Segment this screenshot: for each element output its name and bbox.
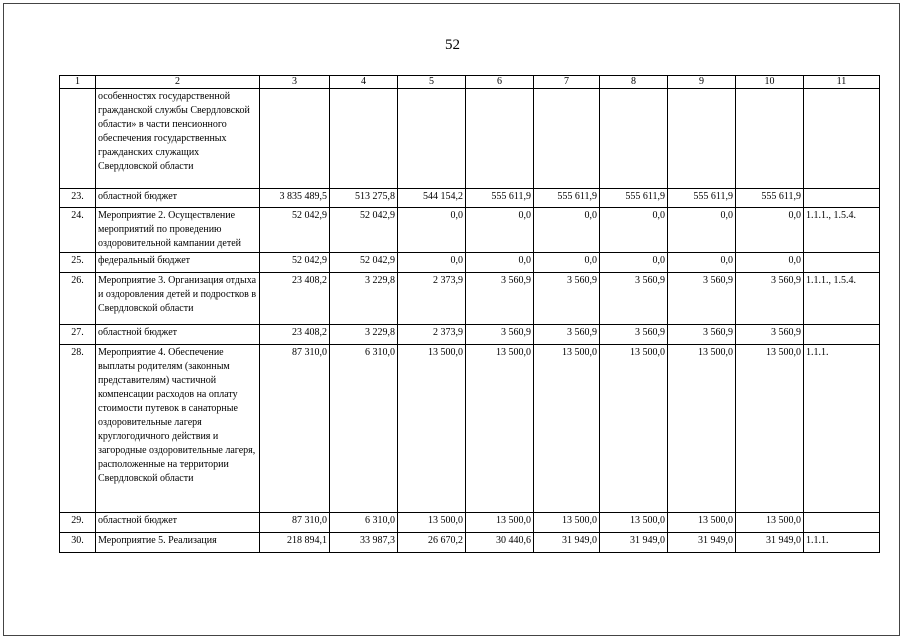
value-cell [330,89,398,189]
target-ref-cell [804,325,880,345]
value-cell: 0,0 [736,253,804,273]
row-number-cell: 29. [60,513,96,533]
value-cell: 3 560,9 [600,325,668,345]
value-cell: 13 500,0 [466,345,534,513]
value-cell: 0,0 [668,253,736,273]
page-number: 52 [445,37,460,53]
row-name-cell: Мероприятие 2. Осуществление мероприятий по проведению оздоровительной кампании детей [96,208,260,253]
value-cell: 0,0 [736,208,804,253]
value-cell: 87 310,0 [260,345,330,513]
target-ref-cell: 1.1.1., 1.5.4. [804,273,880,325]
row-number-cell: 24. [60,208,96,253]
row-number-cell [60,89,96,189]
column-header: 4 [330,76,398,89]
value-cell: 3 560,9 [466,325,534,345]
value-cell: 13 500,0 [600,513,668,533]
row-name-cell: областной бюджет [96,513,260,533]
column-header: 11 [804,76,880,89]
value-cell: 52 042,9 [330,208,398,253]
column-header: 8 [600,76,668,89]
value-cell [398,89,466,189]
value-cell: 31 949,0 [600,533,668,553]
value-cell: 31 949,0 [534,533,600,553]
value-cell: 13 500,0 [600,345,668,513]
value-cell: 13 500,0 [736,513,804,533]
row-name-cell: Мероприятие 3. Организация отдыха и оздоровления детей и подростков в Свердловской области [96,273,260,325]
table-row [60,513,880,533]
value-cell: 555 611,9 [600,189,668,208]
target-ref-cell [804,513,880,533]
value-cell: 544 154,2 [398,189,466,208]
value-cell: 0,0 [534,208,600,253]
column-header: 1 [60,76,96,89]
row-number-cell: 27. [60,325,96,345]
row-number-cell: 30. [60,533,96,553]
value-cell: 0,0 [668,208,736,253]
value-cell [534,89,600,189]
value-cell: 3 835 489,5 [260,189,330,208]
target-ref-cell [804,189,880,208]
value-cell: 0,0 [600,253,668,273]
value-cell: 3 560,9 [534,273,600,325]
column-header: 10 [736,76,804,89]
value-cell: 555 611,9 [466,189,534,208]
value-cell: 33 987,3 [330,533,398,553]
value-cell: 3 560,9 [600,273,668,325]
header-row [60,76,880,89]
table-row [60,533,880,553]
value-cell: 3 560,9 [668,273,736,325]
value-cell [668,89,736,189]
value-cell: 87 310,0 [260,513,330,533]
value-cell: 6 310,0 [330,513,398,533]
value-cell: 13 500,0 [398,345,466,513]
value-cell [600,89,668,189]
value-cell: 0,0 [398,208,466,253]
column-header: 7 [534,76,600,89]
value-cell: 0,0 [534,253,600,273]
column-header: 6 [466,76,534,89]
row-number-cell: 23. [60,189,96,208]
value-cell: 0,0 [398,253,466,273]
table-row [60,89,880,189]
value-cell: 52 042,9 [260,208,330,253]
row-name-cell: федеральный бюджет [96,253,260,273]
value-cell: 13 500,0 [668,345,736,513]
value-cell: 3 560,9 [736,273,804,325]
value-cell: 13 500,0 [398,513,466,533]
row-name-cell: областной бюджет [96,189,260,208]
table-row [60,345,880,513]
value-cell [260,89,330,189]
table-row [60,189,880,208]
value-cell [466,89,534,189]
value-cell: 26 670,2 [398,533,466,553]
value-cell: 13 500,0 [466,513,534,533]
value-cell: 555 611,9 [736,189,804,208]
value-cell: 3 229,8 [330,273,398,325]
row-name-cell: областной бюджет [96,325,260,345]
value-cell: 52 042,9 [330,253,398,273]
value-cell: 23 408,2 [260,273,330,325]
row-number-cell: 28. [60,345,96,513]
row-name-cell: Мероприятие 5. Реализация [96,533,260,553]
value-cell [736,89,804,189]
column-header: 5 [398,76,466,89]
value-cell: 52 042,9 [260,253,330,273]
column-header: 9 [668,76,736,89]
row-name-cell: Мероприятие 4. Обеспечение выплаты родителям (законным представителям) частичной компенсации расходов на оплату стоимости путевок в санаторные оздоровительные лагеря круглогодичного действия и загородные оздоровительные лагеря, расположенные на территории Свердловской области [96,345,260,513]
target-ref-cell [804,253,880,273]
value-cell: 0,0 [466,208,534,253]
value-cell: 3 560,9 [534,325,600,345]
value-cell: 30 440,6 [466,533,534,553]
value-cell: 3 229,8 [330,325,398,345]
value-cell: 13 500,0 [668,513,736,533]
value-cell: 6 310,0 [330,345,398,513]
table-row [60,208,880,253]
value-cell: 31 949,0 [736,533,804,553]
value-cell: 13 500,0 [534,513,600,533]
row-name-cell: особенностях государственной гражданской службы Свердловской области» в части пенсионного обеспечения государственных гражданских служащих Свердловской области [96,89,260,189]
value-cell: 0,0 [600,208,668,253]
row-number-cell: 25. [60,253,96,273]
value-cell: 513 275,8 [330,189,398,208]
value-cell: 2 373,9 [398,273,466,325]
budget-table [59,75,880,553]
value-cell: 31 949,0 [668,533,736,553]
column-header: 2 [96,76,260,89]
value-cell: 555 611,9 [534,189,600,208]
table-row [60,325,880,345]
target-ref-cell: 1.1.1., 1.5.4. [804,208,880,253]
value-cell: 13 500,0 [736,345,804,513]
value-cell: 3 560,9 [466,273,534,325]
target-ref-cell [804,89,880,189]
row-number-cell: 26. [60,273,96,325]
target-ref-cell: 1.1.1. [804,533,880,553]
value-cell: 3 560,9 [736,325,804,345]
table-row [60,273,880,325]
value-cell: 218 894,1 [260,533,330,553]
column-header: 3 [260,76,330,89]
value-cell: 0,0 [466,253,534,273]
value-cell: 2 373,9 [398,325,466,345]
value-cell: 13 500,0 [534,345,600,513]
value-cell: 3 560,9 [668,325,736,345]
value-cell: 555 611,9 [668,189,736,208]
value-cell: 23 408,2 [260,325,330,345]
target-ref-cell: 1.1.1. [804,345,880,513]
table-row [60,253,880,273]
